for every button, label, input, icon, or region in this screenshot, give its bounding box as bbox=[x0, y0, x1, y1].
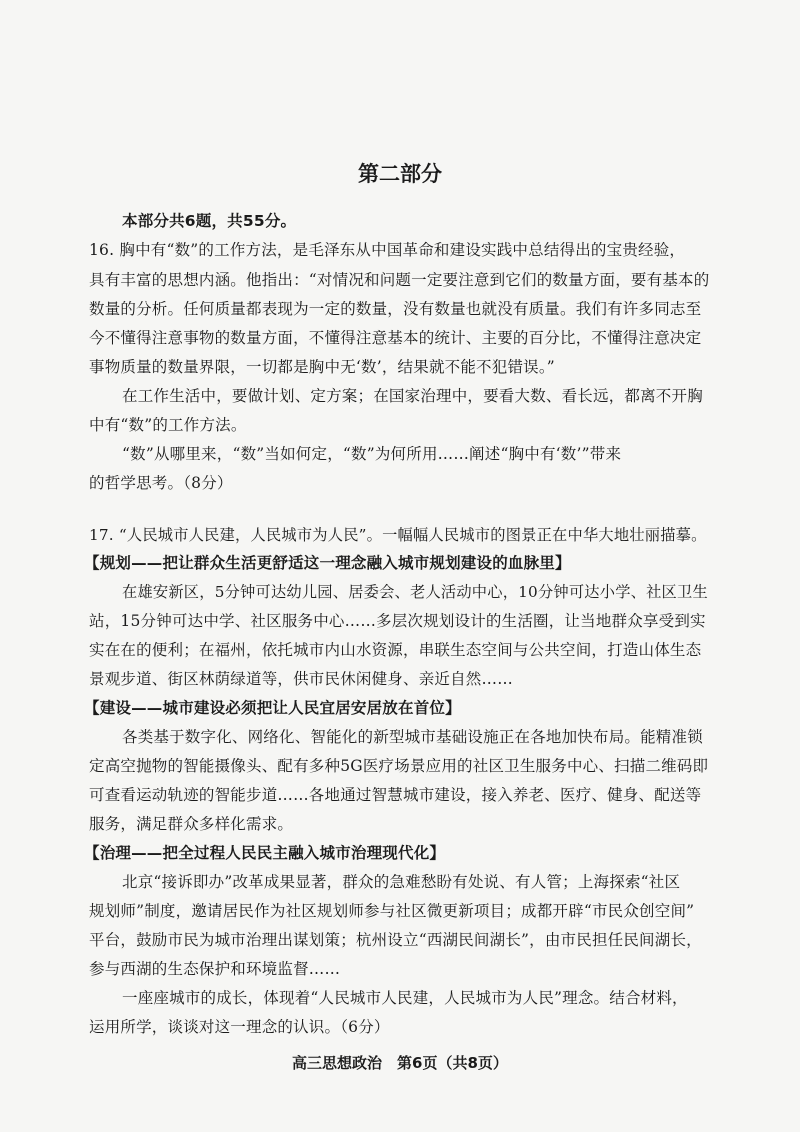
question-line: 北京“接诉即办”改革成果显著，群众的急难愁盼有处说、有人管；上海探索“社区 bbox=[122, 873, 681, 891]
question-line: 17. “人民城市人民建，人民城市为人民”。一幅幅人民城市的图景正在中华大地壮丽描摹。 bbox=[89, 526, 707, 544]
question-line: 各类基于数字化、网络化、智能化的新型城市基础设施正在各地加快布局。能精准锁 bbox=[122, 728, 703, 746]
question-line: 事物质量的数量界限，一切都是胸中无‘数’，结果就不能不犯错误。” bbox=[89, 358, 555, 376]
question-line: 16. 胸中有“数”的工作方法，是毛泽东从中国革命和建设实践中总结得出的宝贵经验， bbox=[89, 241, 686, 259]
question-line: 景观步道、街区林荫绿道等，供市民休闲健身、亲近自然…… bbox=[89, 670, 513, 688]
question-line: 中有“数”的工作方法。 bbox=[89, 416, 247, 434]
question-line: 实在在的便利；在福州，依托城市内山水资源，串联生态空间与公共空间，打造山体生态 bbox=[89, 641, 702, 659]
part-intro: 本部分共6题，共55分。 bbox=[122, 212, 297, 230]
question-line: 服务，满足群众多样化需求。 bbox=[89, 815, 294, 833]
question-line: 今不懂得注意事物的数量方面，不懂得注意基本的统计、主要的百分比，不懂得注意决定 bbox=[89, 329, 702, 347]
section-heading-governance: 【治理——把全过程人民民主融入城市治理现代化】 bbox=[84, 844, 446, 862]
section-heading-construction: 【建设——城市建设必须把让人民宜居安居放在首位】 bbox=[84, 699, 461, 717]
question-line: 可查看运动轨迹的智能步道……各地通过智慧城市建设，接入养老、医疗、健身、配送等 bbox=[89, 786, 702, 804]
question-line: 具有丰富的思想内涵。他指出：“对情况和问题一定要注意到它们的数量方面，要有基本的 bbox=[89, 271, 710, 289]
question-line: 参与西湖的生态保护和环境监督…… bbox=[89, 960, 341, 978]
question-line: 在雄安新区，5分钟可达幼儿园、居委会、老人活动中心，10分钟可达小学、社区卫生 bbox=[122, 583, 708, 601]
question-line: 平台，鼓励市民为城市治理出谋划策；杭州设立“西湖民间湖长”，由市民担任民间湖长， bbox=[89, 931, 702, 949]
question-line: 定高空抛物的智能摄像头、配有多种5G医疗场景应用的社区卫生服务中心、扫描二维码即 bbox=[89, 757, 709, 775]
question-line: 在工作生活中，要做计划、定方案；在国家治理中，要看大数、看长远，都离不开胸 bbox=[122, 387, 703, 405]
page-footer: 高三思想政治 第6页（共8页） bbox=[292, 1054, 508, 1072]
question-line: 的哲学思考。（8分） bbox=[89, 474, 233, 492]
question-line: 站，15分钟可达中学、社区服务中心……多层次规划设计的生活圈，让当地群众享受到实 bbox=[89, 612, 706, 630]
question-line: 规划师”制度，邀请居民作为社区规划师参与社区微更新项目；成都开辟“市民众创空间” bbox=[89, 902, 695, 920]
question-line: 一座座城市的成长，体现着“人民城市人民建，人民城市为人民”理念。结合材料， bbox=[122, 989, 688, 1007]
question-line: “数”从哪里来，“数”当如何定，“数”为何所用……阐述“胸中有‘数’”带来 bbox=[122, 445, 622, 463]
question-line: 数量的分析。任何质量都表现为一定的数量，没有数量也就没有质量。我们有许多同志至 bbox=[89, 300, 702, 318]
question-line: 运用所学，谈谈对这一理念的认识。（6分） bbox=[89, 1018, 390, 1036]
section-heading-planning: 【规划——把让群众生活更舒适这一理念融入城市规划建设的血脉里】 bbox=[84, 554, 571, 572]
part-title: 第二部分 bbox=[358, 162, 442, 186]
